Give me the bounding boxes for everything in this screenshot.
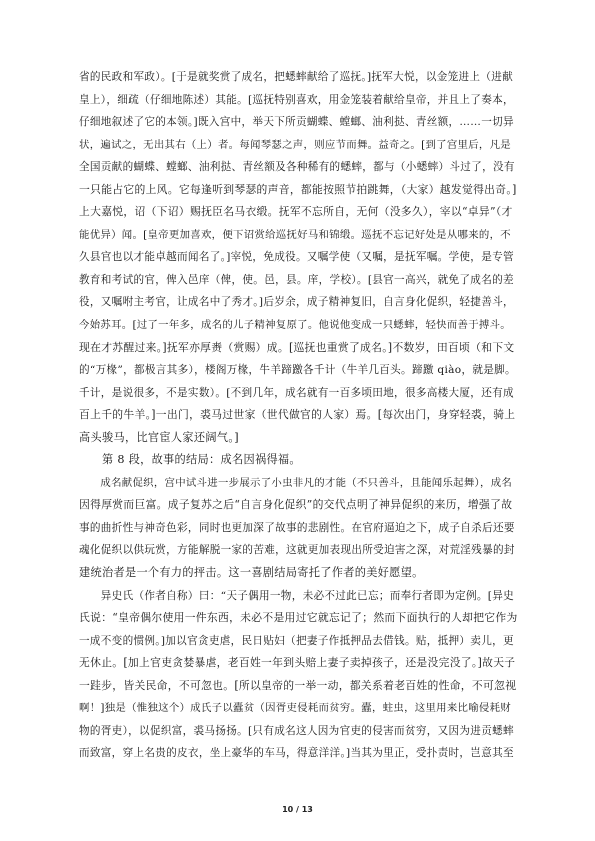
text-line: 上大嘉悦，诏（下诏）赐抚臣名马衣缎。抚军不忘所自，无何（没多久），宰以“卓异”（才	[79, 205, 513, 219]
text-line: 役，又嘱咐主考官，让成名中了秀才。]后岁余，成子精神复旧，自言身化促织，轻捷善斗，	[79, 296, 514, 309]
text-line: 无休止。[加上官吏贪婪暴虐，老百姓一年到头赔上妻子卖掉孩子，还是没完没了。]故天子	[79, 656, 516, 670]
text-line: 省的民政和军政）。[于是就奖赏了成名，把蟋蟀献给了巡抚。]抚军大悦，以金笼进上（进献	[79, 71, 514, 83]
text-line: 全国贡献的蝴蝶、螳螂、油利挞、青丝额及各种稀有的蟋蟀，都与（小蟋蟀）斗过了，没有	[79, 161, 515, 174]
text-line: 百上千的牛羊。]一出门，裘马过世家（世代做官的人家）焉。[每次出门，身穿轻裘，骑上	[79, 408, 516, 422]
text-line: 成名献促织，宫中试斗进一步展示了小虫非凡的才能（不只善斗，且能闻乐起舞），成名	[79, 476, 513, 489]
text-line: 事的曲折性与神奇色彩，同时也更加深了故事的悲剧性。在官府逼迫之下，成子自杀后还要	[79, 521, 515, 534]
text-line: 仔细地叙述了它的本领。]既入宫中，举天下所贡蝴蝶、螳螂、油利挞、青丝额，……一切异	[79, 116, 514, 129]
text-line: 而致富，穿上名贵的皮衣，坐上豪华的车马，得意洋洋。]当其为里正，受扑责时，岂意其至	[79, 747, 514, 760]
text-line: 建统治者是一个有力的抨击。这一喜剧结局寄托了作者的美好愿望。	[79, 566, 424, 580]
text-line: 一跬步，皆关民命，不可忽也。[所以皇帝的一举一动，都关系着老百姓的性命，不可忽视	[79, 678, 517, 692]
text-line: 第 8 段，故事的结局：成名因祸得福。	[79, 453, 301, 467]
text-line: 的“万椽”，都极言其多），楼阁万椽，牛羊蹄躈各千计（牛羊几百头。蹄躈 qiào，就是脚。	[79, 364, 516, 377]
text-line: 今始苏耳。[过了一年多，成名的儿子精神复原了。他说他变成一只蟋蟀，轻快而善于搏斗。	[79, 319, 511, 332]
text-line: 能优异）闻。[皇帝更加喜欢，便下诏赏给巡抚好马和锦缎。巡抚不忘记好处是从哪来的，不	[79, 228, 511, 241]
text-line: 千计，是说很多，不是实数）。[不到几年，成名就有一百多顷田地，很多高楼大厦，还有成	[79, 386, 514, 399]
text-line: 皇上），细疏（仔细地陈述）其能。[巡抚特别喜欢，用金笼装着献给皇帝，并且上了奏本，	[79, 93, 514, 106]
text-line: 现在才苏醒过来。]抚军亦厚赉（赏赐）成。[巡抚也重赏了成名。]不数岁，田百顷（和下文	[79, 340, 515, 354]
text-line: 因得厚赏而巨富。成子复苏之后“自言身化促织”的交代点明了神异促织的来历，增强了故	[79, 498, 513, 512]
text-line: 教育和考试的官，俾入邑庠（俾，使。邑，县。庠，学校）。[县官一高兴，就免了成名的差	[79, 273, 514, 286]
text-line: 状，遍试之，无出其右（上）者。每闻琴瑟之声，则应节而舞。益奇之。[到了宫里后，凡是	[79, 138, 511, 151]
text-line: 异史氏（作者自称）曰：“天子偶用一物，未必不过此已忘；而奉行者即为定例。[异史	[79, 589, 515, 602]
page-number: 10 / 13	[282, 805, 313, 814]
text-line: 氏说：“皇帝偶尔使用一件东西，未必不是用过它就忘记了；然而下面执行的人却把它作为	[79, 611, 518, 625]
body-text	[79, 66, 518, 765]
text-line: 一只能占它的上风。它每逢听到琴瑟的声音，都能按照节拍跳舞，（大家）越发觉得出奇。]	[79, 182, 517, 196]
text-line: 一成不变的惯例。]加以官贪吏虐，民日贴妇（把妻子作抵押品去借钱。贴，抵押）卖儿，更	[79, 634, 514, 647]
text-line: 魂化促织以供玩赏，方能解脱一家的苦难，这就更加表现出所受迫害之深，对荒淫残暴的封	[79, 544, 515, 557]
text-line: 久县官也以才能卓越而闻名了。]宰悦，免成役。又嘱学使（又嘱，是抚军嘱。学使，是专管	[79, 251, 514, 264]
text-line: 物的胥吏），以促织富，裘马扬扬。[只有成名这人因为官吏的侵害而贫穷，又因为进贡蟋蟀	[79, 724, 514, 737]
text-line: 高头骏马，比官宦人家还阔气。]	[79, 430, 239, 444]
text-line: 啊！]独是（惟独这个）成氏子以蠹贫（因胥吏侵耗而贫穷。蠹，蛀虫，这里用来比喻侵耗财	[79, 702, 511, 715]
